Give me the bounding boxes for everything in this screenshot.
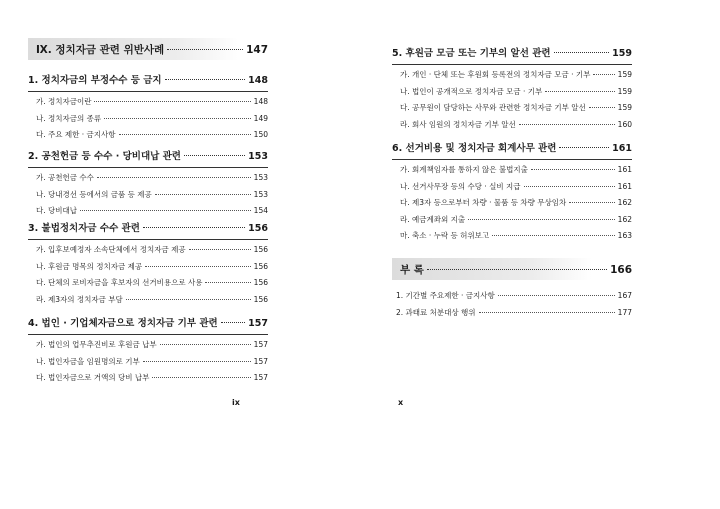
toc-item	[392, 86, 632, 103]
section-title: 5. 후원금 모금 또는 기부의 알선 관련	[392, 48, 551, 59]
toc-item	[392, 119, 632, 136]
leader-dots	[479, 312, 615, 313]
section-heading	[28, 315, 268, 331]
item-page: 149	[253, 113, 268, 123]
appendix-list	[392, 290, 632, 323]
leader-dots	[554, 52, 610, 53]
toc-section-2	[28, 148, 268, 222]
toc-item	[392, 290, 632, 307]
leader-dots	[145, 266, 251, 267]
leader-dots	[519, 124, 615, 125]
section-title: 3. 불법정치자금 수수 관련	[28, 223, 140, 234]
section-title: 4. 법인 · 기업체자금으로 정치자금 기부 관련	[28, 318, 218, 329]
leader-dots	[205, 282, 250, 283]
section-rule	[392, 64, 632, 65]
item-title: 나. 후원금 명목의 정치자금 제공	[36, 261, 143, 271]
toc-item	[392, 197, 632, 214]
right-page	[392, 0, 632, 509]
toc-item	[28, 113, 268, 130]
item-title: 나. 당내경선 등에서의 금품 등 제공	[36, 189, 152, 199]
item-title: 다. 제3자 등으로부터 차량 · 물품 등 차량 무상임차	[400, 198, 567, 207]
leader-dots	[97, 177, 251, 178]
item-title: 가. 입후보예정자 소속단체에서 정치자금 제공	[36, 245, 186, 254]
item-title: 다. 당비대납	[36, 206, 77, 215]
appendix-heading	[400, 262, 632, 277]
toc-item	[392, 164, 632, 181]
chapter-page: 147	[246, 44, 268, 56]
leader-dots	[160, 344, 251, 345]
item-title: 나. 법인자금을 임원명의로 기부	[36, 356, 140, 366]
section-title: 1. 정치자금의 부정수수 등 금지	[28, 75, 162, 86]
item-page: 159	[617, 103, 632, 112]
leader-dots	[152, 377, 250, 378]
toc-item	[392, 69, 632, 86]
section-heading	[28, 220, 268, 236]
item-title: 라. 예금계좌외 지출	[400, 214, 466, 224]
left-page-number: ix	[232, 398, 240, 407]
item-title: 다. 공무원이 담당하는 사무와 관련한 정치자금 기부 알선	[400, 103, 586, 112]
leader-dots	[126, 299, 251, 300]
leader-dots	[184, 155, 245, 156]
toc-item	[392, 181, 632, 198]
item-page: 161	[617, 165, 632, 174]
item-page: 156	[253, 294, 268, 304]
item-title: 라. 회사 임원의 정치자금 기부 알선	[400, 119, 516, 129]
item-page: 157	[253, 340, 268, 349]
toc-item	[28, 294, 268, 311]
item-title: 다. 단체의 로비자금을 후보자의 선거비용으로 사용	[36, 278, 203, 287]
toc-item	[28, 339, 268, 356]
item-page: 159	[617, 70, 632, 79]
toc-item	[28, 129, 268, 146]
leader-dots	[498, 295, 615, 296]
item-title: 마. 축소 · 누락 등 허위보고	[400, 231, 490, 240]
leader-dots	[119, 134, 251, 135]
leader-dots	[155, 194, 251, 195]
leader-dots	[468, 219, 615, 220]
item-title: 가. 개인 · 단체 또는 후원회 등록전의 정치자금 모금 · 기부	[400, 70, 591, 79]
section-page: 156	[248, 223, 268, 234]
item-page: 156	[253, 278, 268, 287]
section-heading	[392, 140, 632, 156]
chapter-title: Ⅸ. 정치자금 관련 위반사례	[36, 44, 165, 56]
leader-dots	[492, 235, 615, 236]
item-title: 나. 법인이 공개적으로 정치자금 모금 · 기부	[400, 86, 543, 96]
item-page: 157	[253, 356, 268, 366]
leader-dots	[143, 227, 245, 228]
leader-dots	[524, 186, 615, 187]
item-title: 가. 공천헌금 수수	[36, 173, 94, 182]
leader-dots	[221, 322, 245, 323]
toc-item	[28, 261, 268, 278]
toc-item	[392, 214, 632, 231]
section-heading	[28, 72, 268, 88]
appendix-page: 166	[610, 264, 632, 276]
toc-item	[28, 172, 268, 189]
chapter-heading	[36, 42, 268, 57]
item-title: 1. 기간별 주요제한 · 금지사항	[396, 291, 495, 300]
leader-dots	[143, 361, 251, 362]
leader-dots	[94, 101, 250, 102]
section-heading	[392, 45, 632, 61]
appendix-title: 부 록	[400, 264, 424, 276]
leader-dots	[545, 91, 614, 92]
item-title: 가. 회계책임자를 통하지 않은 불법지출	[400, 165, 528, 174]
toc-item	[28, 372, 268, 389]
leader-dots	[165, 79, 246, 80]
item-page: 156	[253, 261, 268, 271]
leader-dots	[104, 118, 251, 119]
section-rule	[28, 167, 268, 168]
section-rule	[28, 334, 268, 335]
toc-section-3	[28, 220, 268, 310]
section-rule	[28, 91, 268, 92]
item-page: 177	[617, 307, 632, 317]
section-page: 157	[248, 318, 268, 329]
section-heading	[28, 148, 268, 164]
leader-dots	[80, 210, 251, 211]
item-page: 157	[253, 373, 268, 382]
section-rule	[28, 239, 268, 240]
item-title: 나. 정치자금의 종류	[36, 113, 102, 123]
leader-dots	[569, 202, 614, 203]
item-page: 153	[253, 189, 268, 199]
leader-dots	[189, 249, 251, 250]
item-page: 159	[617, 86, 632, 96]
left-page	[28, 0, 268, 509]
section-page: 148	[248, 75, 268, 86]
leader-dots	[593, 74, 614, 75]
section-page: 161	[612, 143, 632, 154]
leader-dots	[589, 107, 615, 108]
item-title: 나. 선거사무장 등의 수당 · 실비 지급	[400, 181, 521, 191]
toc-item	[28, 244, 268, 261]
item-title: 2. 과태료 처분대상 행위	[396, 307, 476, 317]
right-page-number: x	[398, 398, 404, 407]
item-title: 다. 주요 제한 · 금지사항	[36, 130, 116, 139]
item-page: 153	[253, 173, 268, 182]
item-page: 154	[253, 206, 268, 215]
item-page: 148	[253, 97, 268, 106]
toc-section-6	[392, 140, 632, 247]
item-page: 160	[617, 119, 632, 129]
toc-section-4	[28, 315, 268, 389]
toc-item	[392, 307, 632, 324]
toc-item	[28, 189, 268, 206]
item-page: 150	[253, 130, 268, 139]
leader-dots	[559, 147, 609, 148]
toc-section-5	[392, 45, 632, 135]
item-page: 156	[253, 245, 268, 254]
item-page: 163	[617, 231, 632, 240]
section-title: 6. 선거비용 및 정치자금 회계사무 관련	[392, 143, 557, 154]
toc-item	[28, 277, 268, 294]
section-page: 159	[612, 48, 632, 59]
section-page: 153	[248, 151, 268, 162]
toc-section-1	[28, 72, 268, 146]
leader-dots	[427, 269, 607, 270]
item-page: 161	[617, 181, 632, 191]
item-title: 다. 법인자금으로 거액의 당비 납부	[36, 373, 150, 382]
item-title: 라. 제3자의 정치자금 부담	[36, 294, 123, 304]
leader-dots	[167, 49, 243, 50]
item-title: 가. 법인의 업무추진비로 후원금 납부	[36, 340, 157, 349]
item-title: 가. 정치자금이란	[36, 97, 92, 106]
toc-item	[392, 230, 632, 247]
section-title: 2. 공천헌금 등 수수 · 당비대납 관련	[28, 151, 181, 162]
leader-dots	[531, 169, 615, 170]
item-page: 167	[617, 291, 632, 300]
section-rule	[392, 159, 632, 160]
item-page: 162	[617, 198, 632, 207]
toc-item	[28, 96, 268, 113]
toc-item	[392, 102, 632, 119]
toc-item	[28, 356, 268, 373]
item-page: 162	[617, 214, 632, 224]
